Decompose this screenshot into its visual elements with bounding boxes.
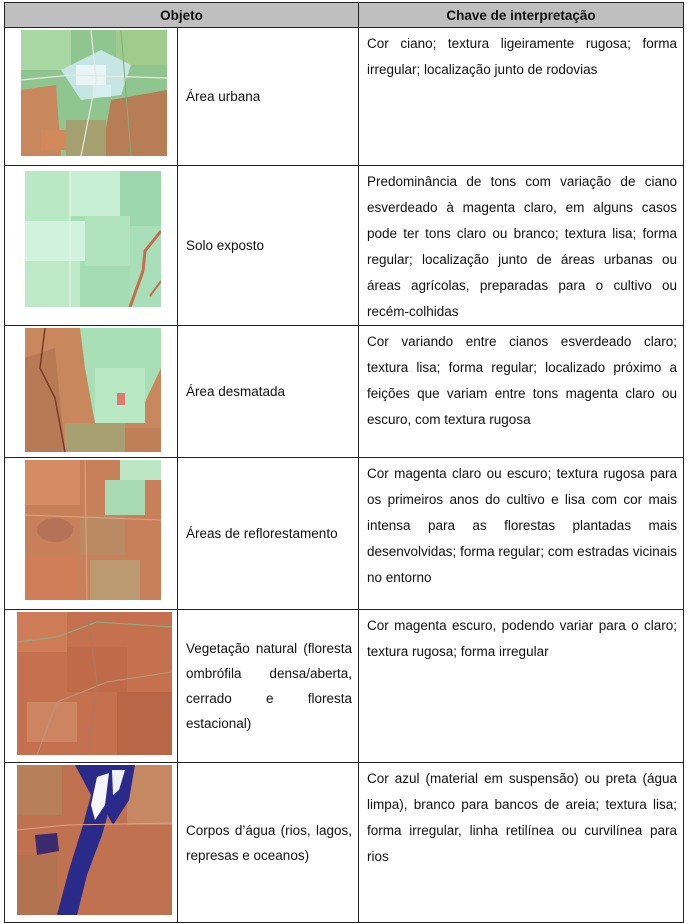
natural-vegetation-satellite-image	[17, 612, 172, 755]
table-row	[5, 610, 684, 763]
table-row	[5, 458, 684, 610]
image-cell	[5, 166, 178, 326]
table-row	[5, 166, 684, 326]
image-cell	[5, 610, 178, 763]
interpretation-key: Cor magenta escuro, podendo variar para o claro; textura rugosa; forma irregular	[359, 610, 684, 763]
object-name: Vegetação natural (floresta ombrófila densa/aberta, cerrado e floresta estacional)	[178, 610, 359, 763]
object-name: Corpos d’água (rios, lagos, represas e oceanos)	[178, 763, 359, 923]
image-cell	[5, 458, 178, 610]
object-name: Solo exposto	[178, 166, 359, 326]
interpretation-key: Cor ciano; textura ligeiramente rugosa; forma irregular; localização junto de rodovias	[359, 28, 684, 166]
reforestation-satellite-image	[25, 460, 161, 600]
table-row	[5, 326, 684, 458]
header-objeto: Objeto	[5, 3, 359, 28]
table-row	[5, 763, 684, 923]
image-cell	[5, 763, 178, 923]
deforested-area-satellite-image	[25, 328, 161, 452]
water-bodies-satellite-image	[17, 765, 172, 915]
interpretation-key: Cor azul (material em suspensão) ou preta (água limpa), branco para bancos de areia; textura lisa; forma irregular, linha retilínea ou curvilínea para rios	[359, 763, 684, 923]
table-header-row	[5, 3, 684, 28]
object-name: Área desmatada	[178, 326, 359, 458]
urban-area-satellite-image	[21, 30, 167, 156]
image-cell	[5, 28, 178, 166]
interpretation-key: Cor variando entre cianos esverdeado claro; textura lisa; forma regular; localizado próximo a feições que variam entre tons magenta claro ou escuro, com textura rugosa	[359, 326, 684, 458]
interpretation-key-table	[4, 2, 684, 923]
image-cell	[5, 326, 178, 458]
header-chave: Chave de interpretação	[359, 3, 684, 28]
interpretation-key: Predominância de tons com variação de ciano esverdeado à magenta claro, em alguns casos pode ter tons claro ou branco; textura lisa; forma regular; localização junto de áreas urbanas ou áreas agrícolas, preparadas para o cultivo ou recém-colhidas	[359, 166, 684, 326]
interpretation-key: Cor magenta claro ou escuro; textura rugosa para os primeiros anos do cultivo e lisa com cor mais intensa para as florestas plantadas mais desenvolvidas; forma regular; com estradas vicinais no entorno	[359, 458, 684, 610]
object-name: Área urbana	[178, 28, 359, 166]
table-row	[5, 28, 684, 166]
exposed-soil-satellite-image	[25, 171, 161, 307]
object-name: Áreas de reflorestamento	[178, 458, 359, 610]
